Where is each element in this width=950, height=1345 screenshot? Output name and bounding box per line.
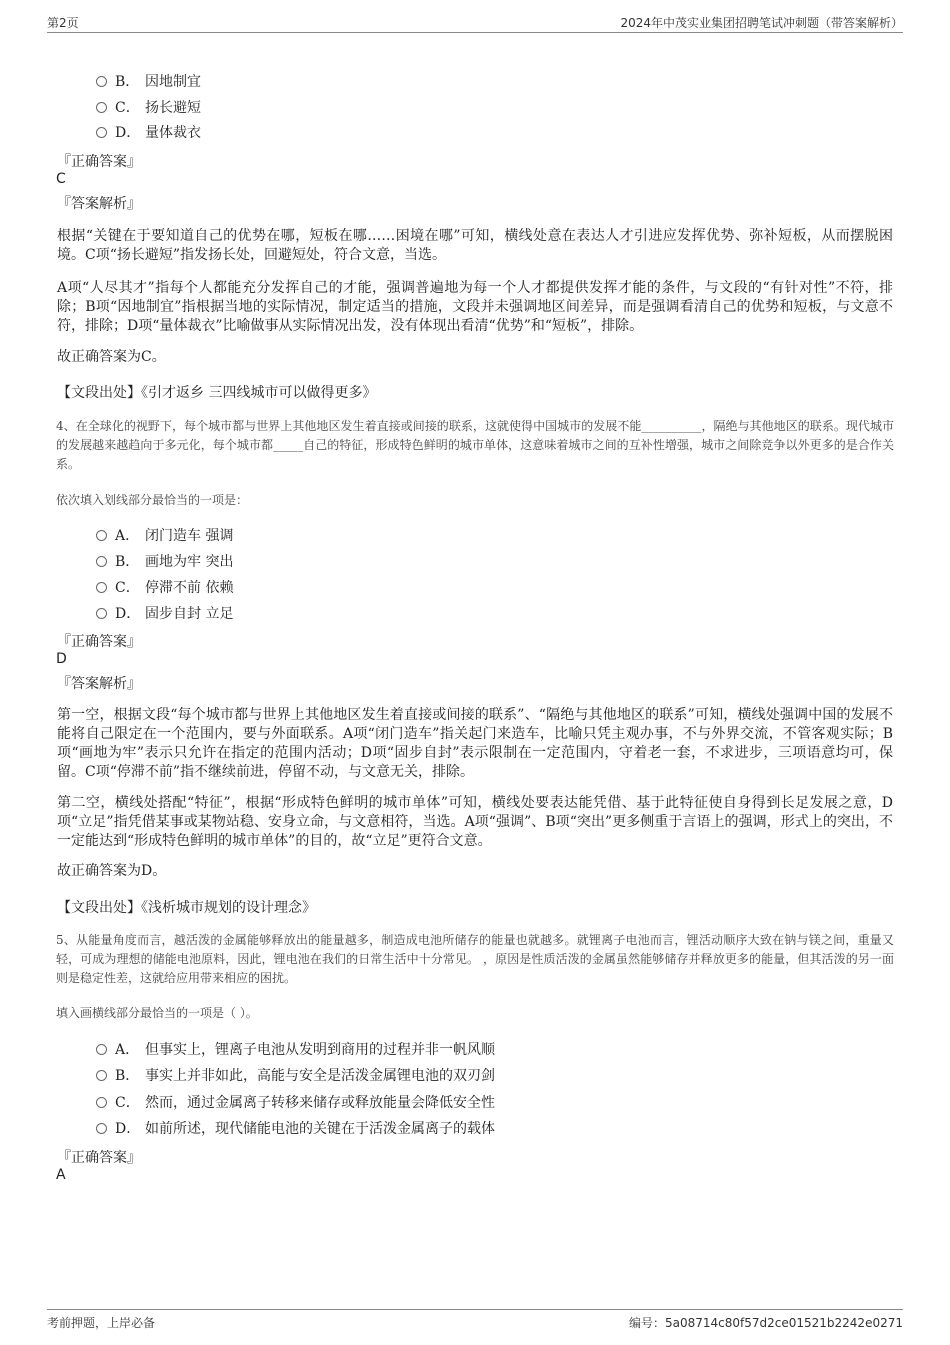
q4-answer-label: 『正确答案』 [57,634,141,650]
q4-source: 【文段出处】《浅析城市规划的设计理念》 [57,900,316,916]
footer-slogan: 考前押题，上岸必备 [47,1316,156,1330]
q3-analysis-p2: A项“人尽其才”指每个人都能充分发挥自己的才能，强调普遍地为每一个人才都提供发挥才能的条件，与文段的“有针对性”不符，排除；B项“因地制宜”指根据当地的实际情况，制定适当的措施，文段并未强调地区间差异，而是强调看清自己的优势和短板，与文意不符，排除；D项“量体裁衣”比喻做事从实际情况出发，没有体现出看清“优势”和“短板”，排除。 [57,280,893,334]
footer-code: 编号：5a08714c80f57d2ce01521b2242e0271 [628,1316,903,1330]
q4-analysis-p2: 第二空，横线处搭配“特征”，根据“形成特色鲜明的城市单体”可知，横线处要表达能凭借、基于此特征使自身得到长足发展之意，D项“立足”指凭借某事或某物站稳、安身立命，与文意相符，当选。A项“强调”、B项“突出”更多侧重于言语上的强调，形式上的突出，不一定能达到“形成特色鲜明的城市单体”的目的，故“立足”更符合文意。 [57,795,893,849]
q5-option-c[interactable]: C． 然而，通过金属离子转移来储存或释放能量会降低安全性 [96,1093,495,1113]
q4-analysis-p3: 故正确答案为D。 [57,863,167,879]
radio-icon[interactable] [96,608,107,619]
document-code: 5a08714c80f57d2ce01521b2242e0271 [664,1316,903,1330]
q3-source: 【文段出处】《引才返乡 三四线城市可以做得更多》 [57,385,377,401]
radio-icon[interactable] [96,530,107,541]
q3-analysis-p1: 根据“关键在于要知道自己的优势在哪，短板在哪……困境在哪”可知，横线处意在表达人才引进应发挥优势、弥补短板，从而摆脱困境。C项“扬长避短”指发扬长处，回避短处，符合文意，当选。 [57,228,893,263]
page-footer [47,1309,903,1334]
q5-prompt: 填入画横线部分最恰当的一项是（ ）。 [56,1006,258,1020]
q3-option-c[interactable]: C． 扬长避短 [96,98,201,118]
q5-stem: 5、从能量角度而言，越活泼的金属能够释放出的能量越多，制造成电池所储存的能量也就越多。就锂离子电池而言，锂活动顺序大致在钠与镁之间，重量又轻，可成为理想的储能电池原料，因此，锂电池在我们的日常生活中十分常见。 ，原因是性质活泼的金属虽然能够储存并释放更多的能量，但其活泼的另一面则是稳定性差，这就给应用带来相应的困扰。 [56,933,894,985]
radio-icon[interactable] [96,582,107,593]
q3-option-b[interactable]: B． 因地制宜 [96,72,201,92]
q5-answer: A [56,1167,66,1183]
q5-option-a[interactable]: A． 但事实上，锂离子电池从发明到商用的过程并非一帆风顺 [96,1040,495,1060]
q4-stem: 4、在全球化的视野下，每个城市都与世界上其他地区发生着直接或间接的联系，这就使得中国城市的发展不能__________，隔绝与其他地区的联系。现代城市的发展越来越趋向于多元化，每个城市都_____自己的特征，形成特色鲜明的城市单体，这意味着城市之间的互补性增强，城市之间除竞争以外更多的是合作关系。 [56,419,894,471]
q5-answer-label: 『正确答案』 [57,1150,141,1166]
q4-answer: D [56,651,67,667]
q3-analysis-label: 『答案解析』 [57,196,141,212]
document-title: 2024年中茂实业集团招聘笔试冲刺题（带答案解析） [620,16,903,30]
radio-icon[interactable] [96,1097,107,1108]
page-number: 第2页 [47,16,79,30]
q5-option-b[interactable]: B． 事实上并非如此，高能与安全是活泼金属锂电池的双刃剑 [96,1066,495,1086]
q5-option-d[interactable]: D． 如前所述，现代储能电池的关键在于活泼金属离子的载体 [96,1119,495,1139]
q4-analysis-label: 『答案解析』 [57,676,141,692]
page-header [47,14,903,33]
q4-option-b[interactable]: B． 画地为牢 突出 [96,552,233,572]
radio-icon[interactable] [96,1123,107,1134]
q4-option-d[interactable]: D． 固步自封 立足 [96,604,233,624]
q3-answer-label: 『正确答案』 [57,154,141,170]
radio-icon[interactable] [96,556,107,567]
radio-icon[interactable] [96,76,107,87]
radio-icon[interactable] [96,127,107,138]
radio-icon[interactable] [96,1044,107,1055]
q3-answer: C [56,171,66,187]
q3-option-d[interactable]: D． 量体裁衣 [96,123,201,143]
q3-analysis-p3: 故正确答案为C。 [57,349,166,365]
radio-icon[interactable] [96,102,107,113]
q4-analysis-p1: 第一空，根据文段“每个城市都与世界上其他地区发生着直接或间接的联系”、“隔绝与其他地区的联系”可知，横线处强调中国的发展不能将自己限定在一个范围内，要与外面联系。A项“闭门造车”指关起门来造车，比喻只凭主观办事，不与外界交流，不管客观实际；B项“画地为牢”表示只允许在指定的范围内活动；D项“固步自封”表示限制在一定范围内，守着老一套，不求进步，三项语意均可，保留。C项“停滞不前”指不继续前进，停留不动，与文意无关，排除。 [57,707,893,780]
q4-option-c[interactable]: C． 停滞不前 依赖 [96,578,233,598]
q4-prompt: 依次填入划线部分最恰当的一项是： [56,493,249,507]
radio-icon[interactable] [96,1070,107,1081]
q4-option-a[interactable]: A． 闭门造车 强调 [96,526,233,546]
